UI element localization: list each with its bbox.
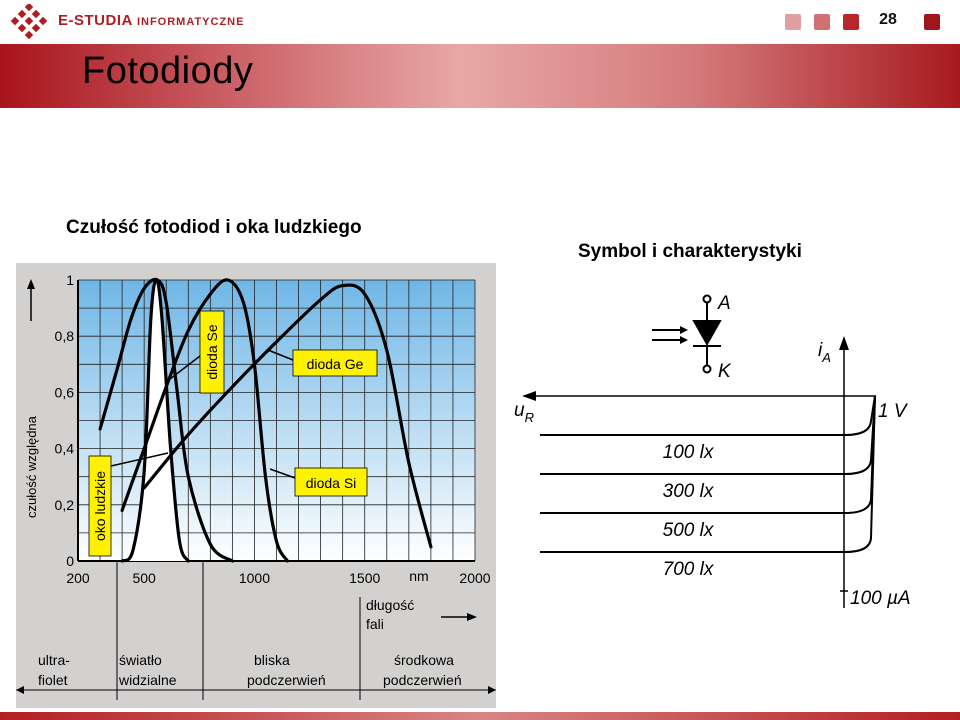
x-tick-label: 1500 — [349, 570, 381, 586]
region-visible-2: widzialne — [119, 672, 177, 688]
right-caption: Symbol i charakterystyki — [578, 241, 802, 262]
region-mir-2: podczerwień — [383, 672, 462, 688]
brand-sub: INFORMATYCZNE — [136, 16, 245, 28]
brand-name — [58, 12, 244, 29]
label-ge-text: dioda Ge — [306, 356, 364, 372]
region-uv-2: fiolet — [38, 672, 68, 688]
label-oko-ludzkie — [89, 456, 111, 556]
page-number: 28 — [879, 11, 897, 28]
y-tick-label: 0 — [66, 553, 74, 569]
y-tick-label: 0,2 — [54, 496, 74, 513]
deco-square-1 — [785, 14, 801, 30]
voltage-marker: 1 V — [878, 401, 907, 422]
region-nir-2: podczerwień — [247, 672, 326, 688]
label-oko-text: oko ludzkie — [92, 470, 108, 542]
deco-square-2 — [814, 14, 830, 30]
region-uv-1: ultra- — [38, 652, 70, 668]
sensitivity-chart — [16, 263, 496, 708]
x-axis-label-1: długość — [366, 597, 415, 613]
region-visible-1: światło — [119, 652, 162, 668]
x-tick-label: 200 — [66, 570, 90, 586]
label-se-text: dioda Se — [204, 324, 220, 380]
deco-square-3 — [843, 14, 859, 30]
current-axis-label: $i_A$ — [818, 340, 831, 365]
y-tick-label: 1 — [66, 272, 74, 288]
label-si-text: dioda Si — [305, 475, 357, 491]
current-marker: 100 µA — [850, 588, 911, 609]
iv-curve-label: 300 lx — [662, 481, 714, 502]
y-tick-label: 0,4 — [54, 440, 74, 457]
y-axis-label: czułość względna — [24, 416, 39, 518]
y-tick-label: 0,8 — [54, 328, 74, 345]
left-caption: Czułość fotodiod i oka ludzkiego — [66, 217, 362, 238]
estudia-logo — [8, 4, 50, 40]
label-dioda-si — [295, 468, 367, 496]
characteristic-diagram — [500, 278, 920, 618]
deco-square-4 — [924, 14, 940, 30]
bottom-bar — [0, 712, 960, 720]
region-nir-1: bliska — [254, 652, 290, 668]
x-tick-label: 1000 — [238, 570, 271, 586]
iv-curve-label: 500 lx — [662, 520, 714, 541]
brand-main: E-STUDIA — [58, 12, 133, 29]
label-dioda-se — [200, 311, 224, 393]
x-tick-label: 500 — [132, 570, 156, 586]
voltage-axis-label: $u_R$ — [514, 400, 534, 425]
label-dioda-ge — [293, 350, 377, 376]
x-tick-label: 2000 — [459, 570, 491, 586]
slide-title: Fotodiody — [82, 50, 254, 92]
iv-curve-label: 100 lx — [662, 442, 714, 463]
x-unit: nm — [409, 568, 429, 584]
y-tick-label: 0,6 — [54, 384, 74, 401]
region-mir-1: środkowa — [394, 652, 454, 668]
iv-curve-label: 700 lx — [662, 559, 714, 580]
x-axis-label-2: fali — [366, 616, 384, 632]
cathode-label: K — [718, 361, 731, 382]
anode-label: A — [718, 293, 731, 314]
